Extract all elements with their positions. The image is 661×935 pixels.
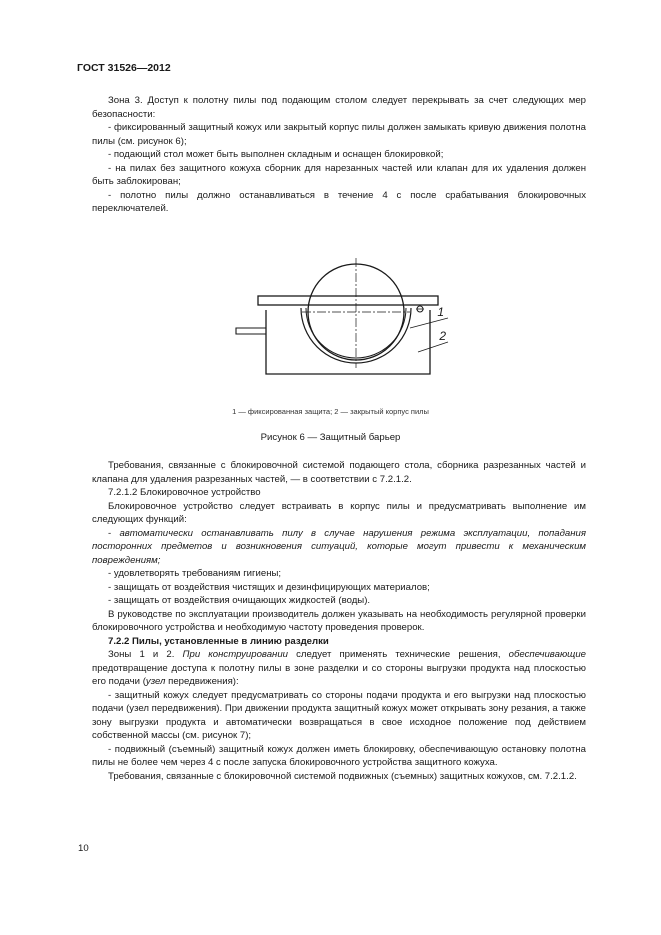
leader-line-1	[410, 318, 448, 328]
text-run: предотвращение доступа к полотну пилы в зоне разделки и со стороны выгрузки продукта над плоскостью его подачи (	[92, 662, 586, 687]
figure-caption: Рисунок 6 — Защитный барьер	[260, 432, 401, 443]
page-number: 10	[78, 843, 89, 854]
list-item: - фиксированный защитный кожух или закрытый корпус пилы должен замыкать кривую движения полотна пилы (см. рисунок 6);	[92, 122, 586, 147]
paragraph: Блокировочное устройство следует встраивать в корпус пилы и предусматривать выполнение им следующих функций:	[92, 500, 586, 525]
text-run: Зоны 1 и 2.	[108, 649, 183, 660]
paragraph: Требования, связанные с блокировочной системой подвижных (съемных) защитных кожухов, см. 7.2.1.2.	[108, 770, 577, 782]
section-heading: 7.2.2 Пилы, установленные в линию разделки	[108, 635, 329, 647]
list-item: - подвижный (съемный) защитный кожух должен иметь блокировку, обеспечивающую остановку полотна пилы не более чем через 4 с после запуска блокировочного устройства защитного кожуха.	[92, 743, 586, 768]
italic-text: обеспечивающие	[508, 649, 586, 660]
italic-text: узел	[145, 676, 166, 687]
paragraph: В руководстве по эксплуатации производитель должен указывать на необходимость регулярной проверки блокировочного устройства и необходимую частоту проведения проверок.	[92, 608, 586, 633]
list-item: - удовлетворять требованиям гигиены;	[108, 568, 282, 579]
italic-text: При конструировании	[182, 649, 289, 660]
figure-label-1: 1	[437, 305, 444, 319]
list-dash: -	[108, 527, 120, 539]
subsection-heading: 7.2.1.2 Блокировочное устройство	[108, 487, 261, 498]
feed-table	[258, 296, 438, 305]
list-item: - защищать от воздействия очищающих жидкостей (воды).	[108, 595, 371, 606]
interlock-section	[92, 459, 586, 783]
outlet-pipe	[236, 328, 266, 334]
text-run: передвижения):	[165, 676, 239, 687]
list-item	[92, 527, 586, 568]
protective-barrier-figure	[232, 256, 446, 378]
standard-header: ГОСТ 31526—2012	[77, 62, 171, 74]
list-item: - защищать от воздействия чистящих и дезинфицирующих материалов;	[108, 581, 430, 593]
list-item: - полотно пилы должно останавливаться в течение 4 с после срабатывания блокировочных переключателей.	[92, 189, 586, 214]
paragraph: Требования, связанные с блокировочной системой подающего стола, сборника разрезанных частей и клапана для удаления разрезанных частей, — в соответствии с 7.2.1.2.	[92, 460, 586, 485]
text-run: следует применять технические решения,	[288, 649, 509, 660]
italic-text: автоматически останавливать пилу в случае нарушения режима эксплуатации, попадания посторонних предметов и возникновения ситуаций, которые могут привести к механическим повреждениям;	[92, 527, 586, 566]
paragraph	[92, 648, 586, 689]
zone3-section	[92, 94, 586, 216]
housing-outline	[266, 310, 430, 374]
figure-legend: 1 — фиксированная защита; 2 — закрытый корпус пилы	[232, 407, 429, 416]
list-item: - на пилах без защитного кожуха сборник для нарезанных частей или клапан для их удаления должен быть заблокирован;	[92, 162, 586, 187]
list-item: - защитный кожух следует предусматривать со стороны подачи продукта и его выгрузки над плоскостью подачи (узел передвижения). При движении продукта защитный кожух может открывать зону резания, а также зону выгрузки продукта и автоматически возвращаться в свое исходное положение под действием собственной массы (см. рисунок 7);	[92, 689, 586, 741]
figure-label-2: 2	[439, 329, 446, 343]
paragraph: Зона 3. Доступ к полотну пилы под подающим столом следует перекрывать за счет следующих мер безопасности:	[92, 95, 586, 120]
leader-line-2	[418, 342, 448, 352]
list-item: - подающий стол может быть выполнен складным и оснащен блокировкой;	[108, 149, 444, 160]
